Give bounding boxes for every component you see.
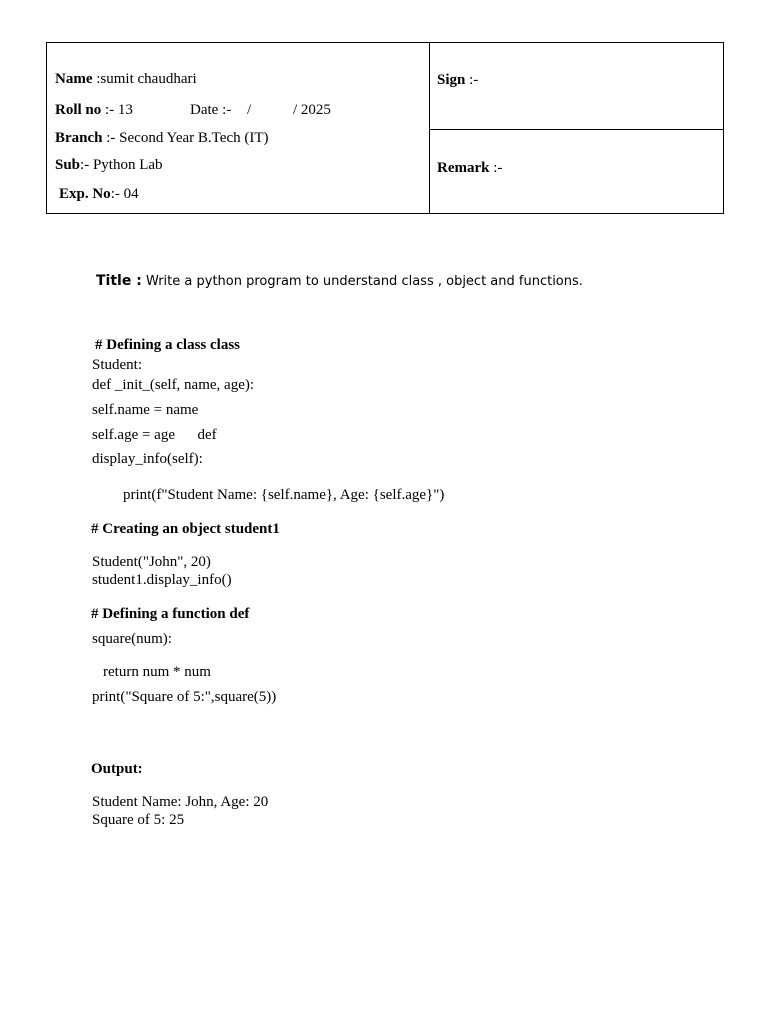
header-table (46, 42, 724, 214)
code-line: print(f"Student Name: {self.name}, Age: {self.age}") (123, 487, 445, 503)
exp-field (59, 186, 139, 203)
date-separator-2: / 2025 (293, 102, 331, 118)
sub-field (55, 157, 163, 174)
code-line: print("Square of 5:",square(5)) (92, 689, 277, 705)
code-line: display_info(self): (92, 451, 203, 467)
code-line: Student("John", 20) (92, 554, 211, 570)
date-separator-1: / (247, 102, 252, 118)
output-line: Student Name: John, Age: 20 (92, 794, 269, 810)
title-label: Title : (96, 273, 142, 289)
code-line: return num * num (103, 664, 211, 680)
exp-label: Exp. No (59, 186, 111, 202)
remark-field (437, 160, 502, 177)
roll-value: :- 13 (101, 102, 133, 118)
output-heading: Output: (91, 761, 143, 777)
code-line: student1.display_info() (92, 572, 232, 588)
name-value: :sumit chaudhari (92, 71, 197, 87)
code-line: self.name = name (92, 402, 199, 418)
code-comment-function: # Defining a function def (91, 606, 250, 622)
code-line: Student: (92, 357, 143, 373)
sign-value: :- (465, 72, 479, 88)
branch-field (55, 130, 269, 147)
table-divider-horizontal (429, 129, 724, 130)
branch-label: Branch (55, 130, 103, 146)
output-line: Square of 5: 25 (92, 812, 185, 828)
sign-label: Sign (437, 72, 466, 88)
sub-value: :- Python Lab (80, 157, 163, 173)
sign-field (437, 72, 478, 89)
date-label: Date :- (190, 102, 232, 118)
code-comment-class: # Defining a class class (95, 337, 241, 353)
remark-value: :- (489, 160, 503, 176)
code-line: square(num): (92, 631, 172, 647)
roll-field (55, 102, 133, 119)
sub-label: Sub (55, 157, 81, 173)
title-text: Write a python program to understand class , object and functions. (141, 274, 583, 289)
code-line: def _init_(self, name, age): (92, 377, 255, 393)
table-divider-vertical (429, 42, 430, 214)
name-field (55, 71, 197, 88)
name-label: Name (55, 71, 93, 87)
remark-label: Remark (437, 160, 490, 176)
roll-label: Roll no (55, 102, 102, 118)
exp-value: :- 04 (110, 186, 139, 202)
page-title (96, 273, 583, 289)
branch-value: :- Second Year B.Tech (IT) (102, 130, 269, 146)
code-comment-object: # Creating an object student1 (91, 521, 280, 537)
code-line: self.age = age def (92, 427, 217, 443)
